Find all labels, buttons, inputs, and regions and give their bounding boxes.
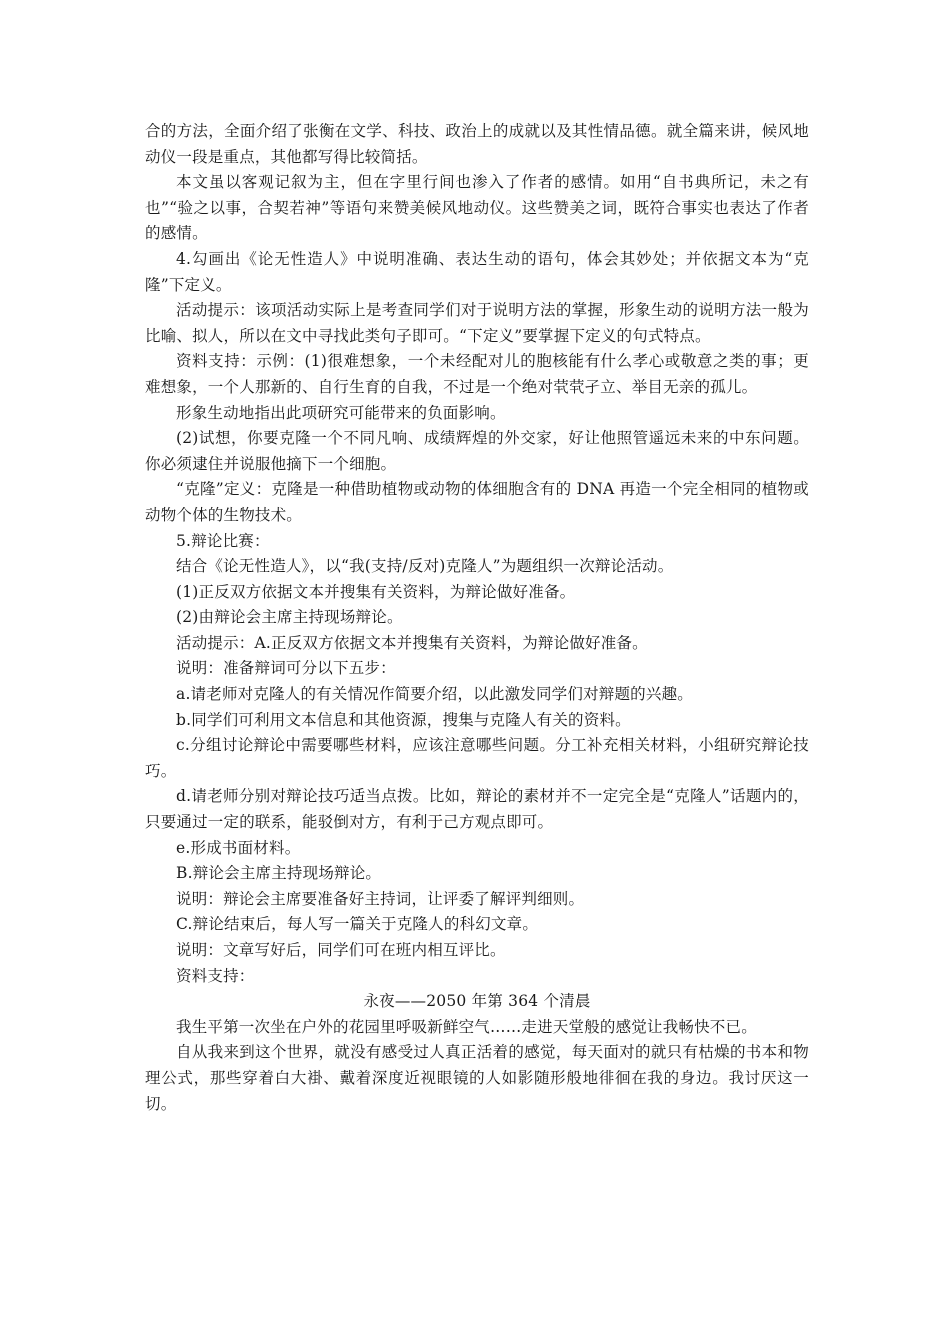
document-page: [145, 119, 809, 1117]
paragraph: 资料支持：: [176, 966, 255, 985]
paragraph: 活动提示：A.正反双方依据文本并搜集有关资料，为辩论做好准备。: [176, 633, 648, 652]
paragraph: d.请老师分别对辩论技巧适当点拨。比如，辩论的素材并不一定完全是“克隆人”话题内的，只要通过一定的联系，能驳倒对方，有利于己方观点即可。: [145, 787, 809, 832]
paragraph: B.辩论会主席主持现场辩论。: [176, 864, 382, 883]
paragraph: 我生平第一次坐在户外的花园里呼吸新鲜空气……走进天堂般的感觉让我畅快不已。: [176, 1017, 757, 1036]
paragraph: a.请老师对克隆人的有关情况作简要介绍，以此激发同学们对辩题的兴趣。: [176, 685, 693, 704]
article-title: 永夜——2050 年第 364 个清晨: [363, 992, 591, 1011]
paragraph: 5.辩论比赛：: [176, 531, 270, 550]
paragraph: 说明：辩论会主席要准备好主持词，让评委了解评判细则。: [176, 889, 585, 908]
paragraph: “克隆”定义：克隆是一种借助植物或动物的体细胞含有的 DNA 再造一个完全相同的植物或动物个体的生物技术。: [145, 480, 809, 524]
paragraph: 合的方法，全面介绍了张衡在文学、科技、政治上的成就以及其性情品德。就全篇来讲，候风地动仪一段是重点，其他都写得比较简括。: [145, 122, 809, 166]
paragraph: (1)正反双方依据文本并搜集有关资料，为辩论做好准备。: [176, 582, 576, 601]
paragraph: 形象生动地指出此项研究可能带来的负面影响。: [176, 403, 506, 422]
paragraph: 本文虽以客观记叙为主，但在字里行间也渗入了作者的感情。如用“自书典所记，未之有也”“验之以事，合契若神”等语句来赞美候风地动仪。这些赞美之词，既符合事实也表达了作者的感情。: [145, 173, 809, 243]
paragraph: b.同学们可利用文本信息和其他资源，搜集与克隆人有关的资料。: [176, 710, 631, 729]
paragraph: (2)由辩论会主席主持现场辩论。: [176, 608, 403, 627]
paragraph: 结合《论无性造人》，以“我(支持/反对)克隆人”为题组织一次辩论活动。: [176, 557, 674, 576]
paragraph: 资料支持：示例：(1)很难想象，一个未经配对儿的胞核能有什么孝心或敬意之类的事；更难想象，一个人那新的、自行生育的自我，不过是一个绝对茕茕孑立、举目无亲的孤儿。: [145, 352, 809, 396]
paragraph: 4.勾画出《论无性造人》中说明准确、表达生动的语句，体会其妙处；并依据文本为“克隆”下定义。: [145, 249, 809, 294]
paragraph: c.分组讨论辩论中需要哪些材料，应该注意哪些问题。分工补充相关材料，小组研究辩论技巧。: [145, 736, 809, 780]
paragraph: C.辩论结束后，每人写一篇关于克隆人的科幻文章。: [176, 915, 539, 934]
paragraph: e.形成书面材料。: [176, 838, 301, 857]
paragraph: 说明：文章写好后，同学们可在班内相互评比。: [176, 941, 506, 959]
paragraph: 活动提示：该项活动实际上是考查同学们对于说明方法的掌握，形象生动的说明方法一般为比喻、拟人，所以在文中寻找此类句子即可。“下定义”要掌握下定义的句式特点。: [145, 301, 809, 345]
paragraph: (2)试想，你要克隆一个不同凡响、成绩辉煌的外交家，好让他照管遥远未来的中东问题。你必须逮住并说服他摘下一个细胞。: [145, 429, 809, 473]
paragraph: 自从我来到这个世界，就没有感受过人真正活着的感觉，每天面对的就只有枯燥的书本和物理公式，那些穿着白大褂、戴着深度近视眼镜的人如影随形般地徘徊在我的身边。我讨厌这一切。: [145, 1043, 809, 1113]
paragraph: 说明：准备辩词可分以下五步：: [176, 659, 396, 678]
